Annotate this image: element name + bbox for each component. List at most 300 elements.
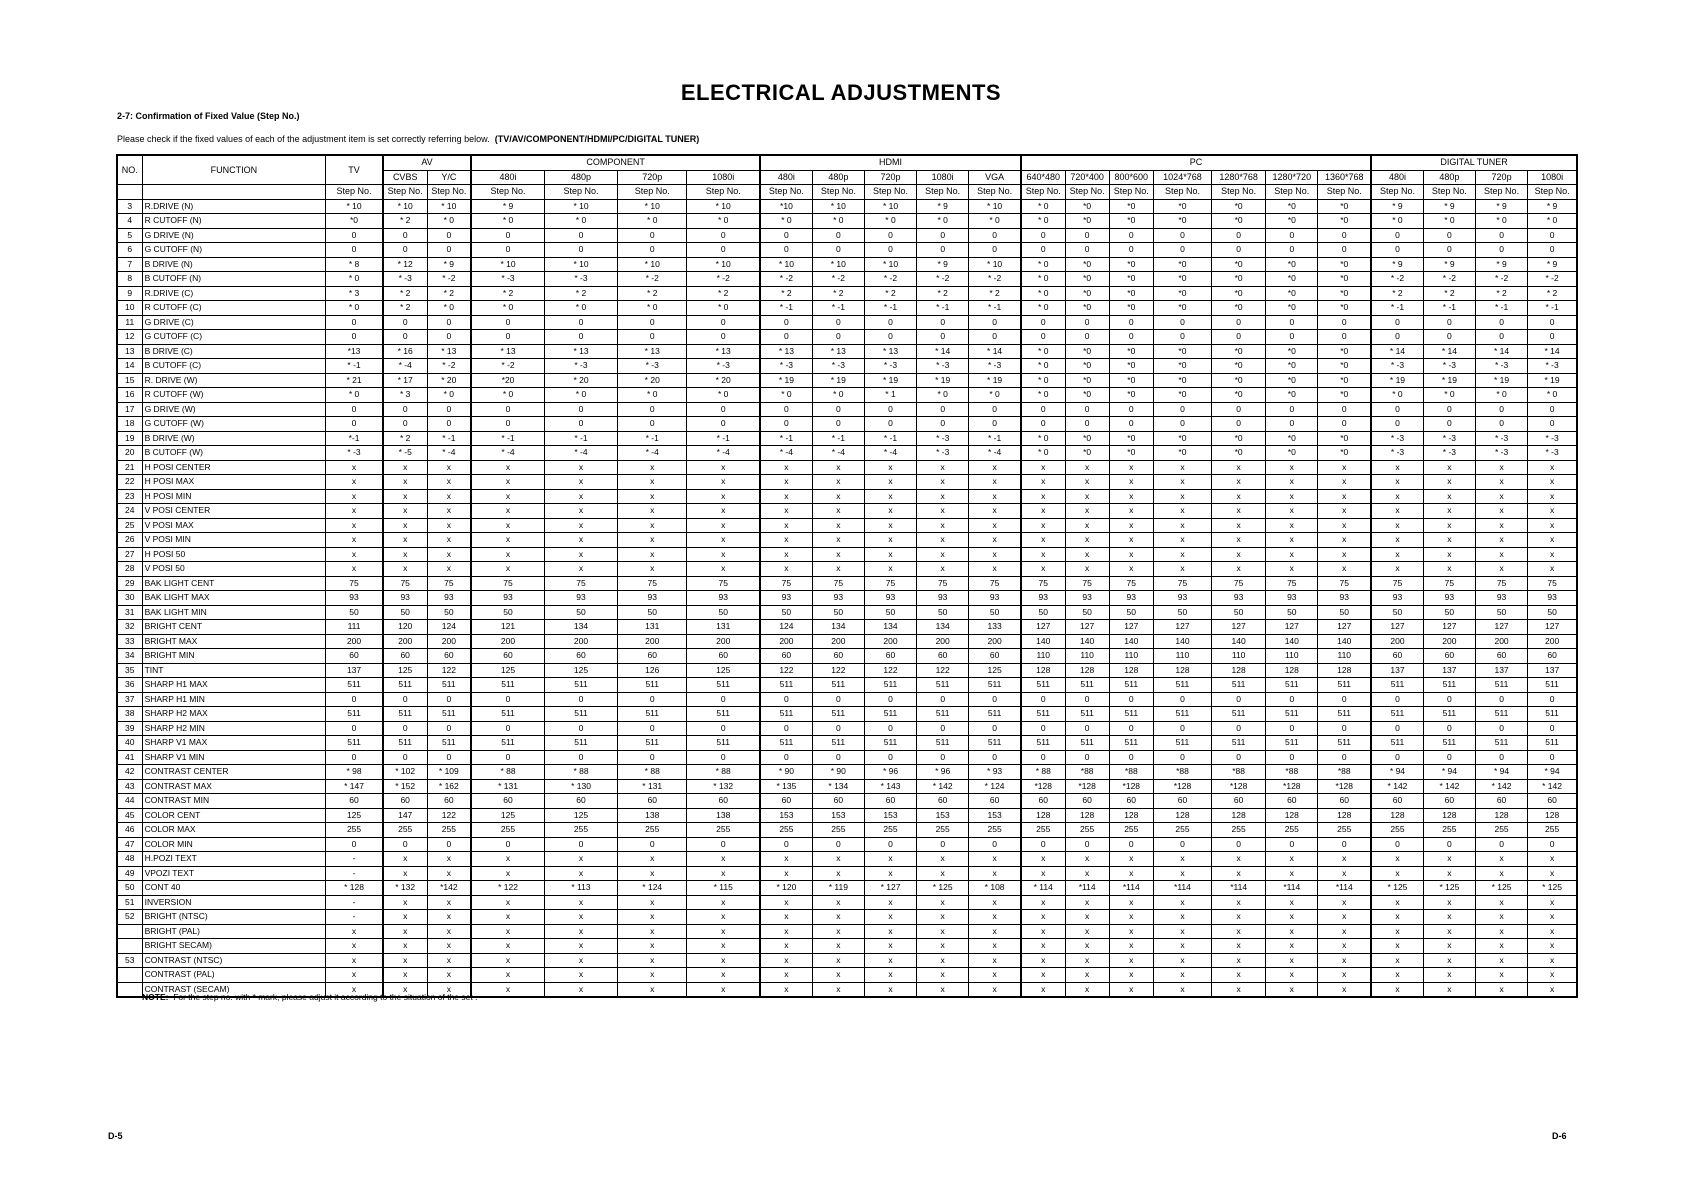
- value-cell: 50: [760, 605, 812, 620]
- row-function: BRIGHT (NTSC): [142, 910, 326, 925]
- row-number: 41: [117, 750, 142, 765]
- value-cell: x: [383, 547, 427, 562]
- value-cell: * 14: [1475, 344, 1527, 359]
- value-cell: 137: [1371, 663, 1423, 678]
- value-cell: 0: [383, 228, 427, 243]
- value-cell: 140: [1021, 634, 1065, 649]
- step-no-label: Step No.: [1021, 185, 1065, 200]
- value-cell: * 17: [383, 373, 427, 388]
- step-no-label: Step No.: [618, 185, 687, 200]
- value-cell: * 13: [812, 344, 864, 359]
- value-cell: x: [427, 910, 471, 925]
- subheader-pc-800x600: 800*600: [1109, 170, 1153, 185]
- value-cell: 60: [471, 794, 544, 809]
- value-cell: x: [471, 953, 544, 968]
- value-cell: 0: [1528, 402, 1577, 417]
- value-cell: 511: [1021, 736, 1065, 751]
- value-cell: x: [1021, 489, 1065, 504]
- value-cell: x: [687, 968, 760, 983]
- value-cell: x: [1021, 939, 1065, 954]
- value-cell: * 9: [1528, 199, 1577, 214]
- value-cell: * 19: [969, 373, 1021, 388]
- value-cell: * 19: [1475, 373, 1527, 388]
- value-cell: 75: [1423, 576, 1475, 591]
- table-row: [117, 199, 1577, 214]
- value-cell: 75: [1318, 576, 1371, 591]
- value-cell: x: [1528, 852, 1577, 867]
- table-row: [117, 388, 1577, 403]
- value-cell: * 124: [969, 779, 1021, 794]
- value-cell: 0: [1109, 692, 1153, 707]
- value-cell: x: [760, 533, 812, 548]
- value-cell: x: [917, 895, 969, 910]
- value-cell: x: [1109, 953, 1153, 968]
- value-cell: 0: [812, 721, 864, 736]
- value-cell: 200: [1475, 634, 1527, 649]
- value-cell: x: [618, 953, 687, 968]
- value-cell: 75: [1266, 576, 1318, 591]
- value-cell: x: [1212, 489, 1266, 504]
- value-cell: x: [1528, 895, 1577, 910]
- value-cell: 60: [1423, 649, 1475, 664]
- value-cell: 511: [917, 707, 969, 722]
- value-cell: 0: [687, 721, 760, 736]
- value-cell: 0: [471, 315, 544, 330]
- value-cell: x: [1109, 924, 1153, 939]
- value-cell: x: [618, 866, 687, 881]
- value-cell: 60: [1266, 794, 1318, 809]
- value-cell: x: [760, 910, 812, 925]
- value-cell: * 90: [812, 765, 864, 780]
- value-cell: x: [1021, 852, 1065, 867]
- value-cell: x: [544, 518, 617, 533]
- value-cell: 50: [1371, 605, 1423, 620]
- value-cell: x: [383, 866, 427, 881]
- value-cell: * 147: [326, 779, 383, 794]
- row-function: B DRIVE (N): [142, 257, 326, 272]
- value-cell: x: [1318, 460, 1371, 475]
- value-cell: * 10: [812, 257, 864, 272]
- row-number: 9: [117, 286, 142, 301]
- table-header: [117, 155, 1577, 199]
- value-cell: x: [544, 852, 617, 867]
- value-cell: 255: [760, 823, 812, 838]
- value-cell: * 10: [471, 257, 544, 272]
- value-cell: * -1: [326, 359, 383, 374]
- value-cell: 50: [1528, 605, 1577, 620]
- subheader-pc-1280x768: 1280*768: [1212, 170, 1266, 185]
- value-cell: * 0: [618, 301, 687, 316]
- row-function: BAK LIGHT MAX: [142, 591, 326, 606]
- value-cell: x: [864, 866, 916, 881]
- value-cell: * -2: [427, 359, 471, 374]
- value-cell: 511: [1371, 736, 1423, 751]
- value-cell: * 162: [427, 779, 471, 794]
- value-cell: x: [1021, 968, 1065, 983]
- table-row: [117, 968, 1577, 983]
- value-cell: * 0: [1021, 199, 1065, 214]
- value-cell: x: [687, 939, 760, 954]
- value-cell: * 9: [1423, 199, 1475, 214]
- value-cell: * -3: [1528, 431, 1577, 446]
- value-cell: x: [1528, 518, 1577, 533]
- value-cell: x: [618, 475, 687, 490]
- row-function: V POSI MIN: [142, 533, 326, 548]
- value-cell: * 21: [326, 373, 383, 388]
- value-cell: * -4: [760, 446, 812, 461]
- value-cell: x: [1212, 533, 1266, 548]
- value-cell: 0: [326, 837, 383, 852]
- value-cell: x: [1475, 475, 1527, 490]
- value-cell: 60: [383, 794, 427, 809]
- value-cell: 50: [326, 605, 383, 620]
- value-cell: * 131: [471, 779, 544, 794]
- value-cell: x: [1021, 504, 1065, 519]
- value-cell: * 113: [544, 881, 617, 896]
- value-cell: 60: [427, 794, 471, 809]
- subheader-pc-1024x768: 1024*768: [1153, 170, 1211, 185]
- value-cell: x: [1423, 939, 1475, 954]
- value-cell: 127: [1318, 620, 1371, 635]
- value-cell: x: [1318, 852, 1371, 867]
- value-cell: * 125: [1475, 881, 1527, 896]
- value-cell: x: [427, 562, 471, 577]
- row-function: H POSI 50: [142, 547, 326, 562]
- value-cell: 127: [1212, 620, 1266, 635]
- row-number: 52: [117, 910, 142, 925]
- value-cell: 127: [1371, 620, 1423, 635]
- value-cell: 0: [864, 243, 916, 258]
- value-cell: 0: [760, 837, 812, 852]
- value-cell: x: [864, 547, 916, 562]
- value-cell: 255: [471, 823, 544, 838]
- value-cell: 255: [427, 823, 471, 838]
- value-cell: *0: [1109, 257, 1153, 272]
- row-number: 14: [117, 359, 142, 374]
- value-cell: 93: [471, 591, 544, 606]
- value-cell: *128: [1065, 779, 1109, 794]
- value-cell: * 0: [1371, 214, 1423, 229]
- row-function: BRIGHT CENT: [142, 620, 326, 635]
- table-row: [117, 707, 1577, 722]
- step-no-label: Step No.: [969, 185, 1021, 200]
- value-cell: x: [1475, 518, 1527, 533]
- value-cell: 255: [812, 823, 864, 838]
- value-cell: x: [427, 852, 471, 867]
- value-cell: 511: [1065, 736, 1109, 751]
- value-cell: 255: [1212, 823, 1266, 838]
- value-cell: 0: [1318, 721, 1371, 736]
- value-cell: x: [618, 895, 687, 910]
- value-cell: 0: [1475, 417, 1527, 432]
- value-cell: x: [1423, 968, 1475, 983]
- value-cell: *0: [1153, 257, 1211, 272]
- value-cell: x: [1318, 562, 1371, 577]
- value-cell: 200: [1423, 634, 1475, 649]
- value-cell: 60: [917, 649, 969, 664]
- group-header-component: COMPONENT: [471, 155, 760, 170]
- value-cell: x: [326, 939, 383, 954]
- value-cell: * 0: [917, 388, 969, 403]
- row-number: 35: [117, 663, 142, 678]
- value-cell: 0: [969, 315, 1021, 330]
- value-cell: x: [1266, 910, 1318, 925]
- value-cell: x: [471, 475, 544, 490]
- row-number: 19: [117, 431, 142, 446]
- value-cell: x: [760, 982, 812, 997]
- value-cell: 0: [864, 750, 916, 765]
- value-cell: 128: [1318, 663, 1371, 678]
- value-cell: * 2: [1528, 286, 1577, 301]
- value-cell: * -3: [1475, 431, 1527, 446]
- value-cell: 140: [1318, 634, 1371, 649]
- value-cell: *114: [1266, 881, 1318, 896]
- value-cell: 122: [864, 663, 916, 678]
- table-row: [117, 910, 1577, 925]
- step-no-label: Step No.: [427, 185, 471, 200]
- value-cell: x: [917, 968, 969, 983]
- subheader-hdmi-720p: 720p: [864, 170, 916, 185]
- value-cell: x: [326, 953, 383, 968]
- value-cell: 0: [1475, 402, 1527, 417]
- value-cell: * 142: [1371, 779, 1423, 794]
- row-number: 46: [117, 823, 142, 838]
- value-cell: x: [1371, 866, 1423, 881]
- value-cell: 127: [1528, 620, 1577, 635]
- value-cell: 110: [1318, 649, 1371, 664]
- value-cell: x: [427, 895, 471, 910]
- value-cell: *0: [1065, 359, 1109, 374]
- value-cell: * -1: [687, 431, 760, 446]
- value-cell: * 13: [864, 344, 916, 359]
- value-cell: x: [969, 982, 1021, 997]
- row-function: H.POZI TEXT: [142, 852, 326, 867]
- value-cell: 128: [1065, 663, 1109, 678]
- note-text: For the step no. with * mark, please adjust it according to the situation of the set .: [173, 992, 478, 1002]
- value-cell: x: [812, 533, 864, 548]
- value-cell: 0: [1212, 692, 1266, 707]
- value-cell: 134: [864, 620, 916, 635]
- value-cell: * 19: [864, 373, 916, 388]
- value-cell: x: [864, 982, 916, 997]
- subheader-yc: Y/C: [427, 170, 471, 185]
- value-cell: x: [427, 533, 471, 548]
- value-cell: x: [1153, 895, 1211, 910]
- value-cell: 134: [917, 620, 969, 635]
- value-cell: 0: [687, 228, 760, 243]
- value-cell: * -1: [1423, 301, 1475, 316]
- value-cell: 511: [326, 678, 383, 693]
- value-cell: * 0: [618, 214, 687, 229]
- value-cell: * 0: [969, 388, 1021, 403]
- value-cell: * 2: [383, 431, 427, 446]
- value-cell: * -3: [969, 359, 1021, 374]
- row-function: G CUTOFF (C): [142, 330, 326, 345]
- value-cell: 200: [969, 634, 1021, 649]
- value-cell: * 0: [760, 388, 812, 403]
- value-cell: * 0: [1423, 388, 1475, 403]
- value-cell: 127: [1065, 620, 1109, 635]
- step-no-label: Step No.: [1423, 185, 1475, 200]
- value-cell: * 8: [326, 257, 383, 272]
- value-cell: 0: [760, 243, 812, 258]
- value-cell: 153: [760, 808, 812, 823]
- value-cell: 50: [1109, 605, 1153, 620]
- value-cell: 128: [1153, 808, 1211, 823]
- value-cell: 0: [471, 692, 544, 707]
- value-cell: 93: [1475, 591, 1527, 606]
- value-cell: * 127: [864, 881, 916, 896]
- row-number: [117, 968, 142, 983]
- value-cell: 0: [917, 417, 969, 432]
- row-function: INVERSION: [142, 895, 326, 910]
- value-cell: * 10: [544, 257, 617, 272]
- value-cell: 0: [864, 228, 916, 243]
- row-function: SHARP V1 MIN: [142, 750, 326, 765]
- value-cell: 255: [1475, 823, 1527, 838]
- value-cell: x: [383, 982, 427, 997]
- value-cell: * -4: [687, 446, 760, 461]
- value-cell: x: [917, 475, 969, 490]
- value-cell: 60: [760, 649, 812, 664]
- value-cell: 60: [618, 794, 687, 809]
- value-cell: 60: [1212, 794, 1266, 809]
- value-cell: 0: [618, 228, 687, 243]
- value-cell: 125: [544, 808, 617, 823]
- value-cell: 0: [1212, 417, 1266, 432]
- value-cell: * -3: [1371, 359, 1423, 374]
- value-cell: x: [812, 968, 864, 983]
- value-cell: x: [1153, 489, 1211, 504]
- value-cell: 0: [1065, 315, 1109, 330]
- value-cell: x: [864, 533, 916, 548]
- value-cell: 0: [1021, 228, 1065, 243]
- value-cell: 50: [1212, 605, 1266, 620]
- value-cell: 50: [471, 605, 544, 620]
- value-cell: x: [1528, 953, 1577, 968]
- value-cell: x: [1318, 547, 1371, 562]
- value-cell: 60: [618, 649, 687, 664]
- value-cell: * -1: [969, 431, 1021, 446]
- value-cell: x: [1065, 475, 1109, 490]
- value-cell: 0: [544, 402, 617, 417]
- value-cell: *0: [1266, 431, 1318, 446]
- subheader-comp-1080i: 1080i: [687, 170, 760, 185]
- value-cell: x: [326, 504, 383, 519]
- value-cell: x: [326, 475, 383, 490]
- value-cell: 0: [1371, 402, 1423, 417]
- value-cell: 0: [917, 837, 969, 852]
- value-cell: * 0: [969, 214, 1021, 229]
- value-cell: 511: [864, 707, 916, 722]
- value-cell: x: [760, 852, 812, 867]
- value-cell: *88: [1266, 765, 1318, 780]
- value-cell: 511: [1423, 678, 1475, 693]
- value-cell: 93: [1371, 591, 1423, 606]
- value-cell: x: [969, 953, 1021, 968]
- value-cell: x: [1318, 533, 1371, 548]
- value-cell: *0: [1065, 214, 1109, 229]
- value-cell: 60: [1423, 794, 1475, 809]
- value-cell: * 10: [687, 199, 760, 214]
- value-cell: 0: [544, 315, 617, 330]
- value-cell: x: [687, 910, 760, 925]
- value-cell: 0: [1065, 228, 1109, 243]
- value-cell: 93: [1153, 591, 1211, 606]
- value-cell: *0: [1266, 286, 1318, 301]
- value-cell: x: [760, 547, 812, 562]
- value-cell: 0: [1021, 330, 1065, 345]
- value-cell: 0: [1065, 417, 1109, 432]
- value-cell: 0: [383, 315, 427, 330]
- value-cell: x: [1423, 518, 1475, 533]
- value-cell: 0: [812, 417, 864, 432]
- value-cell: x: [1528, 533, 1577, 548]
- value-cell: *0: [1318, 431, 1371, 446]
- value-cell: x: [1153, 968, 1211, 983]
- value-cell: * 19: [917, 373, 969, 388]
- value-cell: 60: [1528, 649, 1577, 664]
- row-function: B DRIVE (W): [142, 431, 326, 446]
- value-cell: x: [383, 489, 427, 504]
- value-cell: x: [1266, 489, 1318, 504]
- value-cell: x: [544, 910, 617, 925]
- value-cell: 0: [687, 243, 760, 258]
- value-cell: x: [864, 518, 916, 533]
- value-cell: 128: [1318, 808, 1371, 823]
- value-cell: 0: [1528, 750, 1577, 765]
- value-cell: x: [812, 547, 864, 562]
- row-function: BAK LIGHT CENT: [142, 576, 326, 591]
- value-cell: 0: [1153, 837, 1211, 852]
- value-cell: *0: [1109, 446, 1153, 461]
- value-cell: * -4: [427, 446, 471, 461]
- value-cell: x: [1212, 547, 1266, 562]
- value-cell: 0: [1266, 721, 1318, 736]
- row-number: 26: [117, 533, 142, 548]
- value-cell: * 135: [760, 779, 812, 794]
- value-cell: 0: [544, 750, 617, 765]
- row-number: 20: [117, 446, 142, 461]
- value-cell: 0: [471, 228, 544, 243]
- value-cell: x: [1109, 547, 1153, 562]
- value-cell: x: [812, 924, 864, 939]
- value-cell: 93: [1528, 591, 1577, 606]
- value-cell: 0: [1423, 402, 1475, 417]
- value-cell: * 19: [1528, 373, 1577, 388]
- value-cell: 0: [864, 315, 916, 330]
- value-cell: 0: [760, 315, 812, 330]
- value-cell: x: [1371, 968, 1423, 983]
- value-cell: x: [326, 562, 383, 577]
- value-cell: x: [383, 968, 427, 983]
- value-cell: x: [1109, 968, 1153, 983]
- table-row: [117, 460, 1577, 475]
- value-cell: 511: [1153, 707, 1211, 722]
- value-cell: 50: [1475, 605, 1527, 620]
- value-cell: * 0: [326, 272, 383, 287]
- value-cell: x: [1266, 460, 1318, 475]
- value-cell: 0: [1371, 243, 1423, 258]
- value-cell: 0: [383, 692, 427, 707]
- row-function: G DRIVE (N): [142, 228, 326, 243]
- value-cell: 511: [1153, 736, 1211, 751]
- table-row: [117, 257, 1577, 272]
- value-cell: x: [1475, 562, 1527, 577]
- table-row: [117, 736, 1577, 751]
- value-cell: 0: [326, 315, 383, 330]
- value-cell: 50: [864, 605, 916, 620]
